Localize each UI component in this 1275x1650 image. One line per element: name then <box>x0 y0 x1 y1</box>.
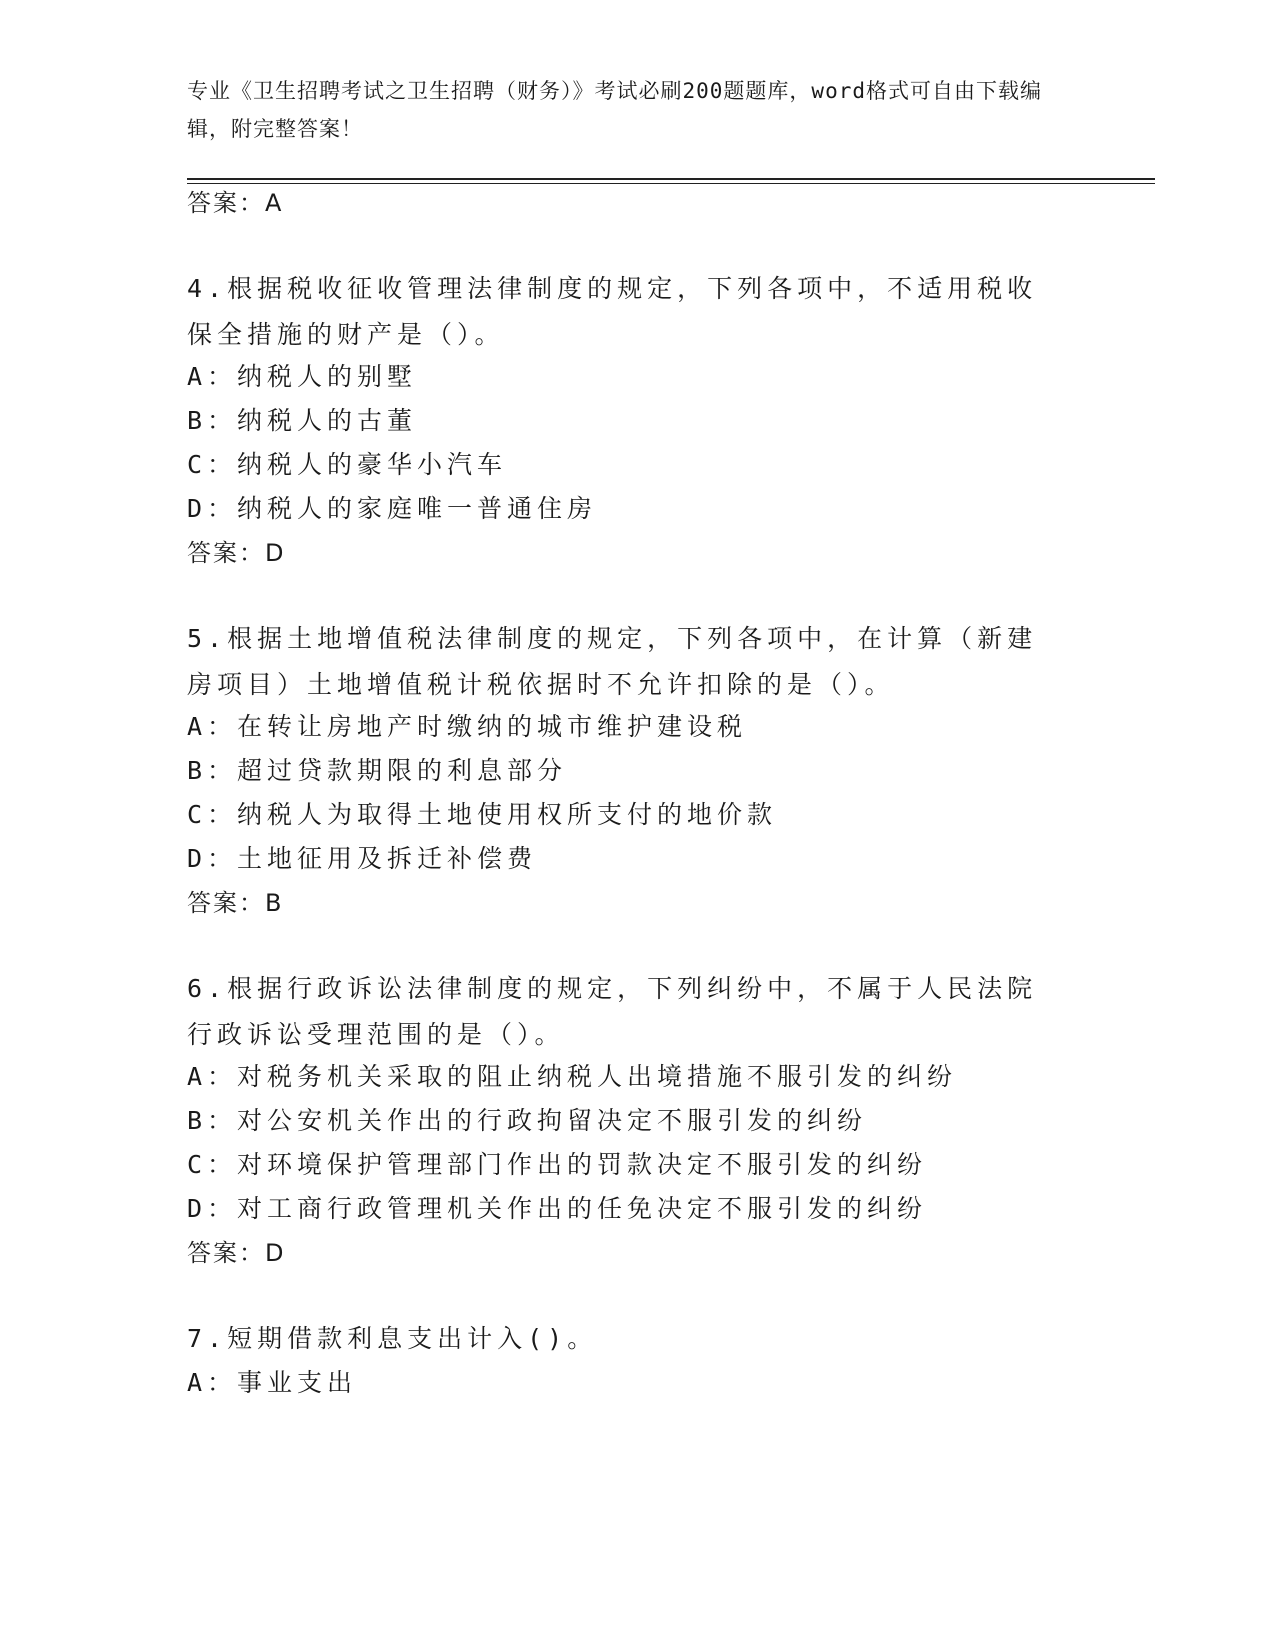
question-4-option-b: B：纳税人的古董 <box>187 406 418 435</box>
question-5-option-c: C：纳税人为取得土地使用权所支付的地价款 <box>187 800 778 829</box>
question-4-option-a: A：纳税人的别墅 <box>187 362 418 391</box>
question-5-answer: 答案：B <box>187 889 284 917</box>
question-5-option-a: A：在转让房地产时缴纳的城市维护建设税 <box>187 712 748 741</box>
question-5-option-d: D：土地征用及拆迁补偿费 <box>187 844 538 873</box>
question-5-stem: 5.根据土地增值税法律制度的规定，下列各项中，在计算（新建房项目）土地增值税计税依据时不允许扣除的是（）。 <box>187 624 1038 699</box>
question-4-stem: 4.根据税收征收管理法律制度的规定，下列各项中，不适用税收保全措施的财产是（）。 <box>187 274 1038 349</box>
header-divider-thin <box>187 183 1155 184</box>
document-header: 专业《卫生招聘考试之卫生招聘（财务）》考试必刷200题题库，word格式可自由下载编辑，附完整答案！ <box>187 79 1042 141</box>
answer-prev: 答案：A <box>187 189 284 217</box>
question-7-option-a: A：事业支出 <box>187 1368 358 1397</box>
question-6-option-c: C：对环境保护管理部门作出的罚款决定不服引发的纠纷 <box>187 1150 928 1179</box>
question-4-option-c: C：纳税人的豪华小汽车 <box>187 450 508 479</box>
question-6-answer: 答案：D <box>187 1239 286 1267</box>
question-6-stem: 6.根据行政诉讼法律制度的规定，下列纠纷中，不属于人民法院行政诉讼受理范围的是（）。 <box>187 974 1038 1049</box>
question-4-answer: 答案：D <box>187 539 286 567</box>
question-5-option-b: B：超过贷款期限的利息部分 <box>187 756 568 785</box>
question-7-stem: 7.短期借款利息支出计入()。 <box>187 1324 598 1353</box>
question-4-option-d: D：纳税人的家庭唯一普通住房 <box>187 494 598 523</box>
question-6-option-a: A：对税务机关采取的阻止纳税人出境措施不服引发的纠纷 <box>187 1062 958 1091</box>
question-6-option-d: D：对工商行政管理机关作出的任免决定不服引发的纠纷 <box>187 1194 928 1223</box>
header-divider-thick <box>187 178 1155 180</box>
question-6-option-b: B：对公安机关作出的行政拘留决定不服引发的纠纷 <box>187 1106 868 1135</box>
